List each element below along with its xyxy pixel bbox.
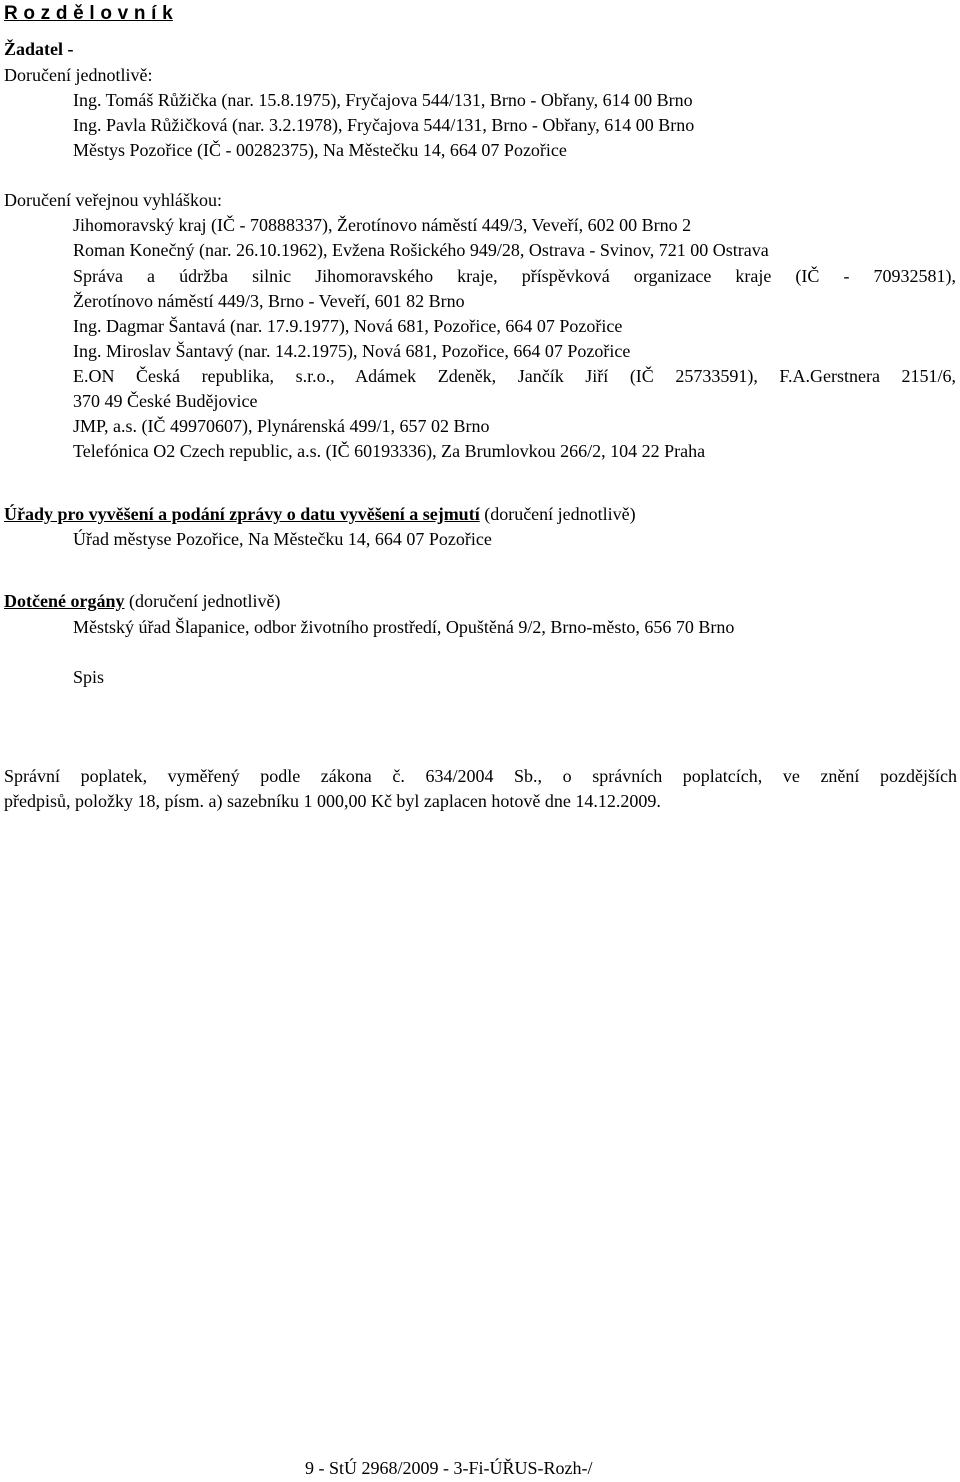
fee-text-line-1: Správní poplatek, vyměřený podle zákona č. 634/2004 Sb., o správních poplatcích, ve znění pozdějších <box>4 766 957 786</box>
authorities-entry: Městský úřad Šlapanice, odbor životního prostředí, Opuštěná 9/2, Brno-město, 656 70 Brno <box>73 617 735 637</box>
applicant-heading: Žadatel - <box>4 39 74 59</box>
applicant-entry: Ing. Tomáš Růžička (nar. 15.8.1975), Fryčajova 544/131, Brno - Obřany, 614 00 Brno <box>73 90 693 110</box>
public-notice-entry: Roman Konečný (nar. 26.10.1962), Evžena Rošického 949/28, Ostrava - Svinov, 721 00 Ostrava <box>73 240 769 260</box>
page-footer: 9 - StÚ 2968/2009 - 3-Fi-ÚŘUS-Rozh-/ <box>305 1458 593 1478</box>
document-title: R o z d ě l o v n í k <box>4 3 173 24</box>
offices-entry: Úřad městyse Pozořice, Na Městečku 14, 664 07 Pozořice <box>73 529 492 549</box>
fee-text-line-2: předpisů, položky 18, písm. a) sazebníku 1 000,00 Kč byl zaplacen hotově dne 14.12.2009. <box>4 791 661 811</box>
public-notice-entry: E.ON Česká republika, s.r.o., Adámek Zdeněk, Jančík Jiří (IČ 25733591), F.A.Gerstnera 2151/6, <box>73 366 956 386</box>
offices-heading-line <box>4 502 636 527</box>
public-notice-entry: Správa a údržba silnic Jihomoravského kraje, příspěvková organizace kraje (IČ - 70932581), <box>73 266 956 286</box>
public-notice-entry: Ing. Dagmar Šantavá (nar. 17.9.1977), Nová 681, Pozořice, 664 07 Pozořice <box>73 316 623 336</box>
public-notice-entry: Telefónica O2 Czech republic, a.s. (IČ 60193336), Za Brumlovkou 266/2, 104 22 Praha <box>73 441 706 461</box>
public-notice-entry: Ing. Miroslav Šantavý (nar. 14.2.1975), Nová 681, Pozořice, 664 07 Pozořice <box>73 341 631 361</box>
public-notice-label: Doručení veřejnou vyhláškou: <box>4 190 222 210</box>
file-label: Spis <box>73 667 105 687</box>
delivery-individual-label: Doručení jednotlivě: <box>4 65 153 85</box>
offices-delivery-note: (doručení jednotlivě) <box>479 504 636 524</box>
applicant-entry: Ing. Pavla Růžičková (nar. 3.2.1978), Fryčajova 544/131, Brno - Obřany, 614 00 Brno <box>73 115 695 135</box>
applicant-entry: Městys Pozořice (IČ - 00282375), Na Městečku 14, 664 07 Pozořice <box>73 140 567 160</box>
authorities-delivery-note: (doručení jednotlivě) <box>124 591 281 611</box>
public-notice-entry: JMP, a.s. (IČ 49970607), Plynárenská 499/1, 657 02 Brno <box>73 416 490 436</box>
public-notice-entry: Jihomoravský kraj (IČ - 70888337), Žerotínovo náměstí 449/3, Veveří, 602 00 Brno 2 <box>73 215 692 235</box>
authorities-heading: Dotčené orgány <box>4 591 125 611</box>
public-notice-entry: 370 49 České Budějovice <box>73 391 258 411</box>
offices-heading: Úřady pro vyvěšení a podání zprávy o datu vyvěšení a sejmutí <box>4 504 480 524</box>
authorities-heading-line <box>4 589 280 614</box>
public-notice-entry: Žerotínovo náměstí 449/3, Brno - Veveří, 601 82 Brno <box>73 291 465 311</box>
